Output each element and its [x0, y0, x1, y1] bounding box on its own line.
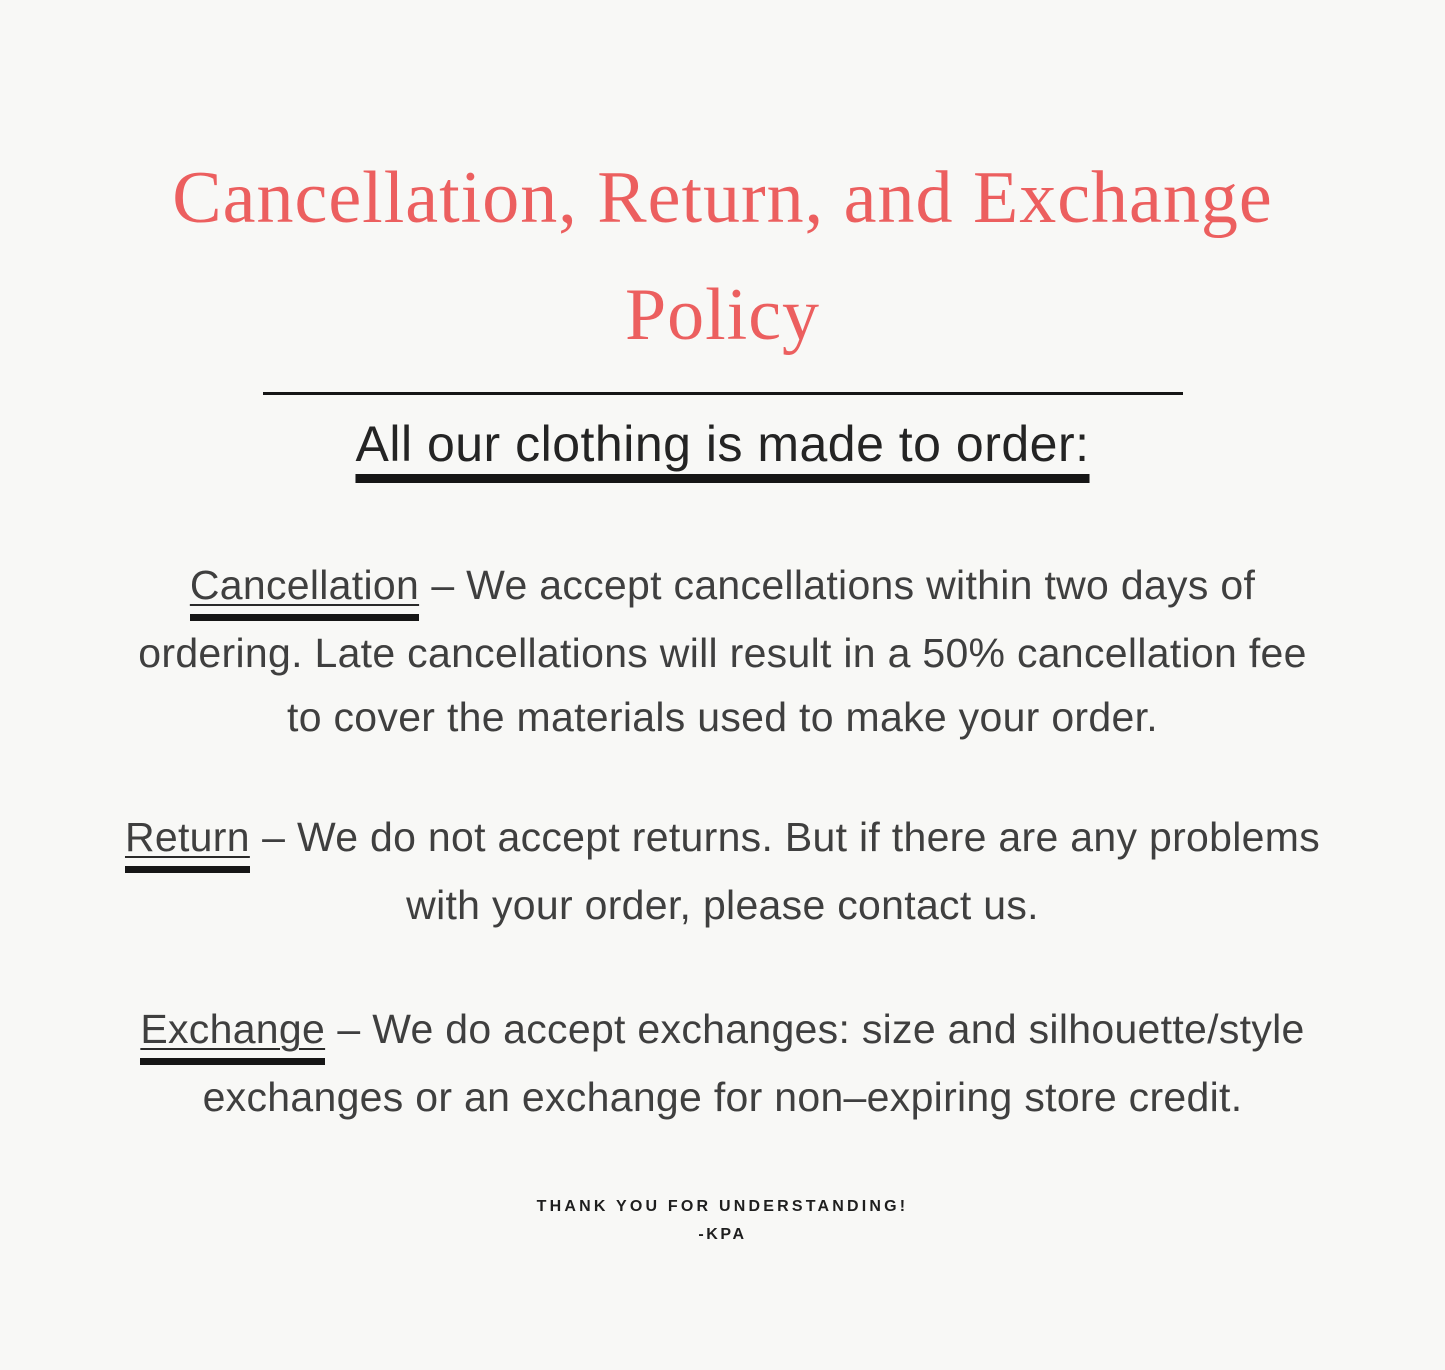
- policy-section-exchange: [0, 997, 1445, 1129]
- cancellation-lead: Cancellation: [190, 563, 419, 621]
- exchange-line-2: exchanges or an exchange for non–expiring store credit.: [202, 1074, 1243, 1121]
- policy-section-cancellation: [0, 553, 1445, 749]
- cancellation-line-2: ordering. Late cancellations will result in a 50% cancellation fee: [138, 630, 1307, 677]
- made-to-order-subtitle: All our clothing is made to order:: [355, 416, 1090, 472]
- page-title-line-1: Cancellation, Return, and Exchange: [172, 157, 1273, 239]
- page-title: [0, 0, 1445, 374]
- return-lead: Return: [125, 815, 250, 873]
- section-first-line: [0, 553, 1445, 621]
- policy-section-return: [0, 805, 1445, 937]
- subtitle-row: [0, 395, 1445, 473]
- cancellation-line-1: – We accept cancellations within two days of: [431, 562, 1256, 608]
- return-line-2: with your order, please contact us.: [406, 882, 1039, 929]
- page-title-line-2: Policy: [624, 274, 821, 356]
- exchange-lead: Exchange: [140, 1007, 325, 1065]
- cancellation-line-3: to cover the materials used to make your order.: [287, 694, 1158, 741]
- footer: [0, 1193, 1445, 1249]
- exchange-line-1: – We do accept exchanges: size and silhouette/style: [337, 1006, 1305, 1053]
- section-first-line: [0, 997, 1445, 1065]
- return-line-1: – We do not accept returns. But if there are any problems: [262, 814, 1320, 861]
- footer-thanks: THANK YOU FOR UNDERSTANDING!: [536, 1198, 909, 1216]
- section-first-line: [0, 805, 1445, 873]
- footer-signature: -KPA: [698, 1226, 747, 1244]
